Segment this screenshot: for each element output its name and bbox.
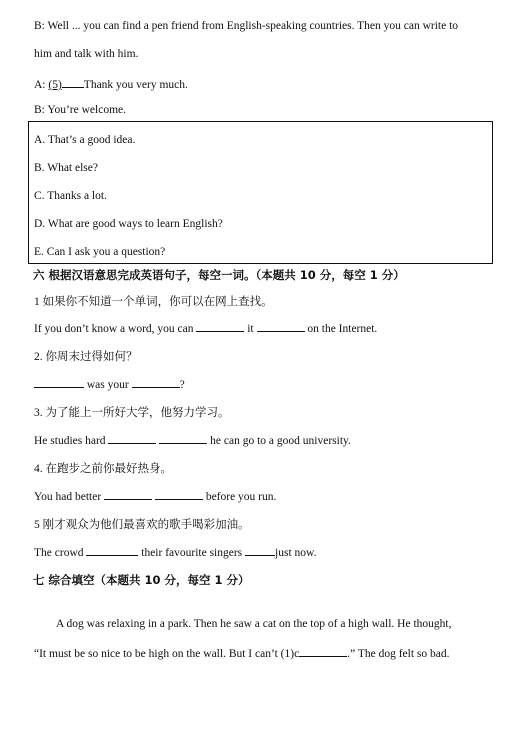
- q3-text-a: He studies hard: [34, 435, 106, 447]
- q3-blank-1: [108, 432, 156, 444]
- dialogue-a-text: Thank you very much.: [83, 79, 188, 91]
- q2-text-a: was your: [86, 379, 129, 391]
- q5-english: [34, 544, 316, 559]
- q1-blank-2: [257, 320, 305, 332]
- q3-text-b: he can go to a good university.: [210, 435, 351, 447]
- dialogue-line-a: [34, 76, 188, 91]
- q2-blank-2: [132, 376, 180, 388]
- option-e: E. Can I ask you a question?: [34, 246, 166, 258]
- q4-blank-1: [104, 488, 152, 500]
- q2-chinese: 2. 你周末过得如何？: [34, 351, 138, 363]
- section-7-title: 七 综合填空（本题共 10 分，每空 1 分）: [33, 573, 250, 587]
- q5-chinese: 5 刚才观众为他们最喜欢的歌手喝彩加油。: [34, 519, 250, 531]
- option-c: C. Thanks a lot.: [34, 190, 107, 202]
- q4-blank-2: [155, 488, 203, 500]
- passage-line-2: [34, 645, 450, 660]
- passage-line-1: A dog was relaxing in a park. Then he saw a cat on the top of a high wall. He thought,: [56, 618, 452, 630]
- q2-text-b: ?: [179, 379, 185, 391]
- q1-blank-1: [196, 320, 244, 332]
- options-box: [28, 121, 493, 264]
- speaker-a-label: A:: [34, 79, 46, 91]
- option-d: D. What are good ways to learn English?: [34, 218, 223, 230]
- q5-text-b: their favourite singers: [141, 547, 243, 559]
- dialogue-line-b1: B: Well ... you can find a pen friend from English-speaking countries. Then you can write to: [34, 20, 459, 32]
- option-b: B. What else?: [34, 162, 98, 174]
- q3-chinese: 3. 为了能上一所好大学，他努力学习。: [34, 407, 230, 419]
- dialogue-line-b2: B: You’re welcome.: [34, 104, 126, 116]
- q1-text-b: it: [247, 323, 254, 335]
- q5-blank-1: [86, 544, 138, 556]
- q4-text-a: You had better: [34, 491, 102, 503]
- section-6-title: 六 根据汉语意思完成英语句子，每空一词。（本题共 10 分，每空 1 分）: [33, 268, 405, 282]
- q4-text-b: before you run.: [205, 491, 277, 503]
- q1-english: [34, 320, 377, 335]
- passage-blank-1: [299, 645, 347, 657]
- blank-number-5: (5): [48, 79, 62, 91]
- q3-blank-2: [159, 432, 207, 444]
- q5-text-a: The crowd: [34, 547, 84, 559]
- dialogue-line-b1-cont: him and talk with him.: [34, 48, 139, 60]
- passage-text-b: .” The dog felt so bad.: [347, 648, 450, 660]
- option-a: A. That’s a good idea.: [34, 134, 136, 146]
- q2-blank-1: [34, 376, 84, 388]
- q5-text-c: just now.: [275, 547, 317, 559]
- q1-text-a: If you don’t know a word, you can: [34, 323, 194, 335]
- q4-english: [34, 488, 276, 503]
- q5-blank-2: [245, 544, 275, 556]
- q1-text-c: on the Internet.: [307, 323, 378, 335]
- passage-text-a: “It must be so nice to be high on the wall. But I can’t (1)c: [34, 648, 300, 660]
- q3-english: [34, 432, 351, 447]
- answer-blank: [62, 76, 84, 88]
- q2-english: [34, 376, 185, 391]
- q1-chinese: 1 如果你不知道一个单词，你可以在网上查找。: [34, 296, 273, 308]
- q4-chinese: 4. 在跑步之前你最好热身。: [34, 463, 172, 475]
